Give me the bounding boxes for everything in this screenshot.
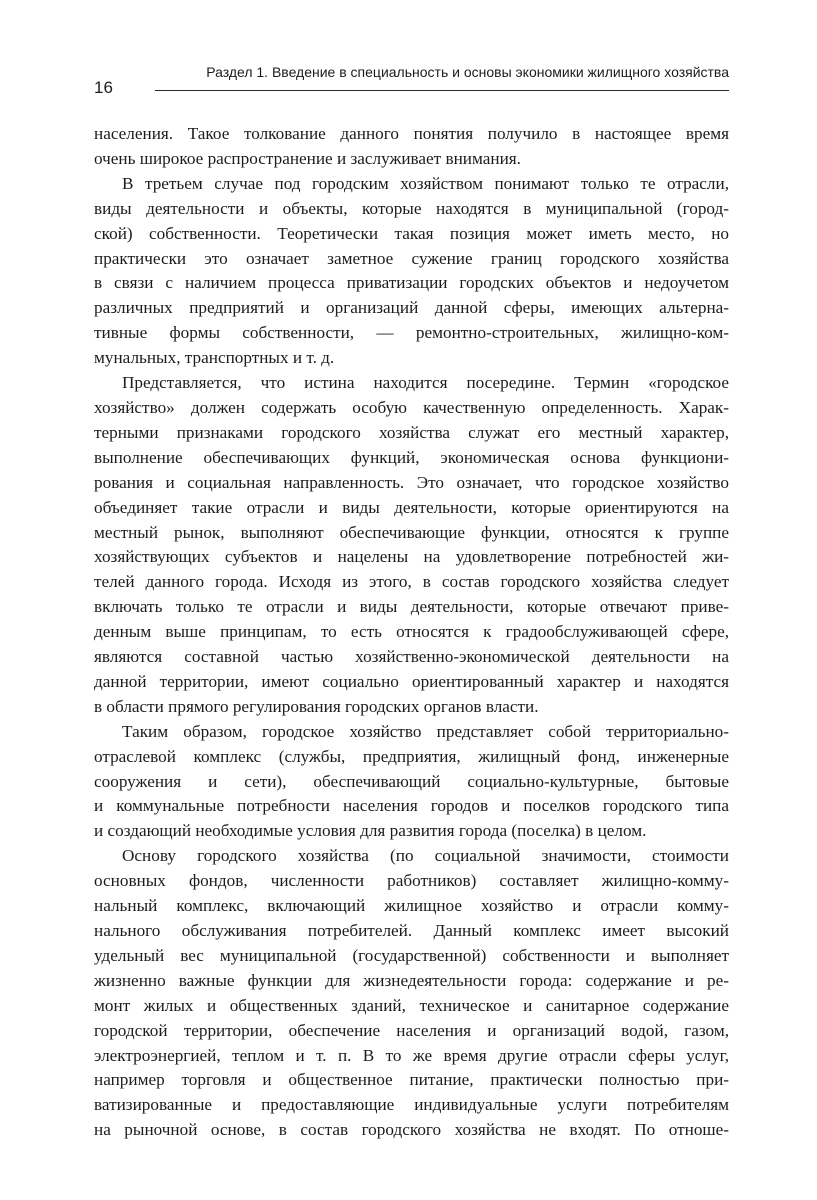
text-line: и коммунальные потребности населения городов и поселков городского типа xyxy=(94,796,729,816)
text-line: электроэнергией, теплом и т. п. В то же время другие отрасли сферы услуг, xyxy=(94,1045,729,1065)
text-line: тивные формы собственности, — ремонтно-строительных, жилищно-ком- xyxy=(94,323,729,343)
text-line: нального обслуживания потребителей. Данный комплекс имеет высокий xyxy=(94,921,729,940)
text-line: виды деятельности и объекты, которые находятся в муниципальной (город- xyxy=(94,198,729,218)
text-line: практически это означает заметное сужение границ городского хозяйства xyxy=(94,248,729,268)
body-text xyxy=(94,122,729,1143)
running-head-title: Раздел 1. Введение в специальность и основы экономики жилищного хозяйства xyxy=(206,64,729,80)
text-line: терными признаками городского хозяйства служат его местный характер, xyxy=(94,422,729,442)
text-line: Основу городского хозяйства (по социальной значимости, стоимости xyxy=(122,846,729,866)
text-line: различных предприятий и организаций данной сферы, имеющих альтерна- xyxy=(94,298,729,318)
text-line: хозяйство» должен содержать особую качественную определенность. Харак- xyxy=(94,397,729,417)
text-line: денным выше принципам, то есть относятся к градообслуживающей сфере, xyxy=(94,622,729,642)
paragraph xyxy=(94,122,729,172)
text-line: объединяет такие отрасли и виды деятельности, которые ориентируются на xyxy=(94,497,729,517)
page-number: 16 xyxy=(94,78,113,97)
paragraph xyxy=(94,844,729,1143)
text-line: В третьем случае под городским хозяйством понимают только те отрасли, xyxy=(122,173,729,193)
text-line: удельный вес муниципальной (государственной) собственности и выполняет xyxy=(94,945,729,965)
text-line: монт жилых и общественных зданий, техническое и санитарное содержание xyxy=(94,995,729,1015)
text-line: городской территории, обеспечение населения и организаций водой, газом, xyxy=(94,1020,729,1040)
text-line: выполнение обеспечивающих функций, экономическая основа функциони- xyxy=(94,447,729,467)
text-line: отраслевой комплекс (службы, предприятия, жилищный фонд, инженерные xyxy=(94,746,729,766)
text-line: и создающий необходимые условия для развития города (поселка) в целом. xyxy=(94,821,647,841)
text-line: включать только те отрасли и виды деятельности, которые отвечают приве- xyxy=(94,597,729,617)
text-line: нальный комплекс, включающий жилищное хозяйство и отрасли комму- xyxy=(94,896,729,916)
text-line: в связи с наличием процесса приватизации городских объектов и недоучетом xyxy=(94,273,729,293)
text-line: на рыночной основе, в состав городского хозяйства не входят. По отноше- xyxy=(94,1120,729,1140)
text-line: населения. Такое толкование данного понятия получило в настоящее время xyxy=(94,124,729,143)
text-line: рования и социальная направленность. Это означает, что городское хозяйство xyxy=(94,472,729,492)
text-line: являются составной частью хозяйственно-экономической деятельности на xyxy=(94,647,729,667)
header-rule xyxy=(155,90,729,91)
text-line: основных фондов, численности работников) составляет жилищно-комму- xyxy=(94,871,729,891)
text-line: например торговля и общественное питание, практически полностью при- xyxy=(94,1070,729,1090)
text-line: мунальных, транспортных и т. д. xyxy=(94,348,335,368)
text-line: очень широкое распространение и заслуживает внимания. xyxy=(94,148,521,168)
text-line: хозяйствующих субъектов и нацелены на удовлетворение потребностей жи- xyxy=(94,547,729,567)
text-line: Таким образом, городское хозяйство представляет собой территориально- xyxy=(122,721,729,741)
text-line: ватизированные и предоставляющие индивидуальные услуги потребителям xyxy=(94,1095,729,1115)
text-line: в области прямого регулирования городских органов власти. xyxy=(94,696,539,716)
text-line: ской) собственности. Теоретически такая позиция может иметь место, но xyxy=(94,223,729,243)
paragraph xyxy=(94,720,729,845)
text-line: данной территории, имеют социально ориентированный характер и находятся xyxy=(94,671,729,691)
text-line: телей данного города. Исходя из этого, в состав городского хозяйства следует xyxy=(94,572,729,592)
paragraph xyxy=(94,172,729,371)
paragraph xyxy=(94,371,729,720)
text-line: жизненно важные функции для жизнедеятельности города: содержание и ре- xyxy=(94,970,729,990)
text-line: местный рынок, выполняют обеспечивающие функции, относятся к группе xyxy=(94,522,729,542)
text-line: Представляется, что истина находится посередине. Термин «городское xyxy=(122,373,729,393)
text-line: сооружения и сети), обеспечивающий социально-культурные, бытовые xyxy=(94,771,729,791)
